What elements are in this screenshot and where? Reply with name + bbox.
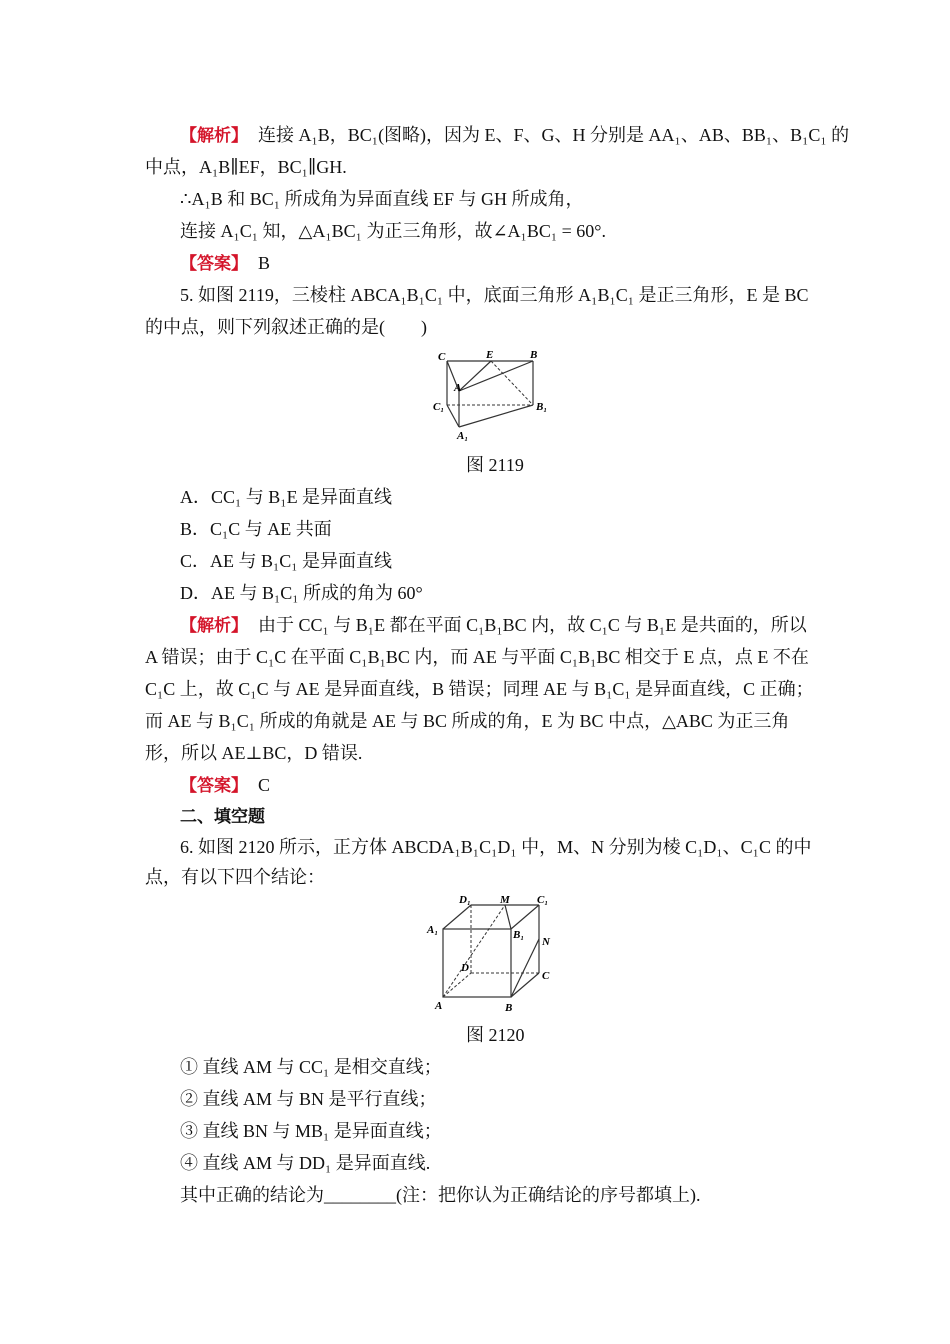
figure-2119-caption: 图 2119 — [466, 455, 524, 475]
label-C: C — [438, 351, 446, 363]
solution-5-line-2: A 错误；由于 C₁C 在平面 C₁B₁BC 内，而 AE 与平面 C₁B₁BC 相交于 E 点，点 E 不在 — [145, 647, 809, 667]
statement-2: ② 直线 AM 与 BN 是平行直线； — [180, 1089, 437, 1109]
solution-4-line-2: 中点，A₁B∥EF，BC₁∥GH. — [145, 157, 347, 177]
answer-value: B — [258, 253, 271, 273]
label-B1: B₁ — [536, 401, 548, 413]
figure-2119 — [428, 345, 558, 445]
label-C1: C₁ — [433, 401, 445, 413]
solution-5-line-3: C₁C 上，故 C₁C 与 AE 是异面直线，B 错误；同理 AE 与 B₁C₁ 是异面直线，C 正确； — [145, 679, 814, 699]
label-D: D — [461, 962, 469, 974]
solution-5-line-5: 形，所以 AE⊥BC，D 错误. — [145, 743, 363, 763]
analysis-tag: 【解析】 — [180, 126, 248, 146]
solution-4-line-1: 【解析】 连接 A₁B，BC₁(图略)，因为 E、F、G、H 分别是 AA₁、AB、BB₁、B₁C₁ 的 — [180, 125, 850, 146]
label-C1: C₁ — [537, 894, 549, 906]
option-d: D．AE 与 B₁C₁ 所成的角为 60° — [180, 583, 423, 603]
label-M: M — [500, 894, 510, 906]
statement-1: ① 直线 AM 与 CC₁ 是相交直线； — [180, 1057, 442, 1077]
label-A: A — [454, 382, 462, 394]
section-heading: 二、填空题 — [180, 807, 265, 827]
statement-3: ③ 直线 BN 与 MB₁ 是异面直线； — [180, 1121, 442, 1141]
option-a: A．CC₁ 与 B₁E 是异面直线 — [180, 487, 393, 507]
answer-tag: 【答案】 — [180, 254, 248, 274]
answer-prompt: 其中正确的结论为________(注：把你认为正确结论的序号都填上). — [180, 1185, 701, 1205]
option-b: B．C₁C 与 AE 共面 — [180, 519, 332, 539]
figure-2120 — [425, 893, 565, 1015]
label-A: A — [435, 1000, 443, 1012]
label-B: B — [530, 349, 538, 361]
question-6-line-2: 点，有以下四个结论： — [145, 867, 325, 887]
question-5-line-1: 5. 如图 2119，三棱柱 ABCA₁B₁C₁ 中，底面三角形 A₁B₁C₁ 是正三角形，E 是 BC — [180, 285, 809, 305]
label-C: C — [542, 970, 550, 982]
solution-4-line-4: 连接 A₁C₁ 知，△A₁BC₁ 为正三角形，故∠A₁BC₁ = 60°. — [180, 221, 606, 241]
answer-value: C — [258, 775, 271, 795]
solution-5-line-4: 而 AE 与 B₁C₁ 所成的角就是 AE 与 BC 所成的角，E 为 BC 中点，△ABC 为正三角 — [145, 711, 790, 731]
answer-4 — [180, 249, 810, 278]
question-6-line-1: 6. 如图 2120 所示，正方体 ABCDA₁B₁C₁D₁ 中，M、N 分别为棱 C₁D₁、C₁C 的中 — [180, 837, 812, 857]
label-D1: D₁ — [459, 894, 471, 906]
solution-5-line-1: 【解析】 由于 CC₁ 与 B₁E 都在平面 C₁B₁BC 内，故 C₁C 与 B₁E 是共面的，所以 — [180, 615, 807, 636]
answer-tag: 【答案】 — [180, 776, 248, 796]
analysis-tag: 【解析】 — [180, 616, 248, 636]
statement-4: ④ 直线 AM 与 DD₁ 是异面直线. — [180, 1153, 431, 1173]
solution-4-line-3: ∴A₁B 和 BC₁ 所成角为异面直线 EF 与 GH 所成角， — [180, 189, 584, 209]
question-5-line-2: 的中点，则下列叙述正确的是( ) — [145, 317, 427, 337]
label-A1: A₁ — [427, 924, 439, 936]
label-A1: A₁ — [457, 430, 469, 442]
label-E: E — [486, 349, 494, 361]
label-B: B — [505, 1002, 513, 1014]
figure-2120-caption: 图 2120 — [466, 1025, 525, 1045]
label-B1: B₁ — [513, 929, 525, 941]
answer-5 — [180, 771, 810, 800]
option-c: C．AE 与 B₁C₁ 是异面直线 — [180, 551, 393, 571]
label-N: N — [542, 936, 550, 948]
